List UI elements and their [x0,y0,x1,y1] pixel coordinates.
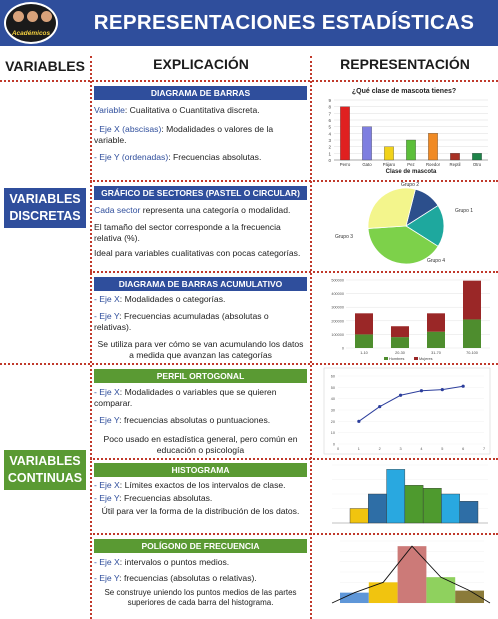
section-text-diagrama-barras [94,105,307,167]
stacked-bar-segment [391,326,409,337]
category-variables-continuas [4,450,86,490]
legend-swatch [384,357,388,360]
text-label: - Eje Y [94,415,120,425]
slice-label: Grupo 4 [426,258,446,264]
text-line [94,480,307,491]
x-tick-label: Reptil [449,162,461,167]
section-title-poligono-frecuencia: POLÍGONO DE FRECUENCIA [94,539,307,553]
histogram-bar [441,494,459,523]
histogram-bar [368,494,386,523]
bar [362,127,371,160]
y-tick-label: 4 [328,131,331,137]
x-tick-label: 5 [441,447,444,451]
x-tick-label: 1-10 [360,351,368,355]
text-line [94,557,307,568]
text-body: : Frecuencias acumuladas (absolutas o relativas). [94,311,269,332]
text-body: : intervalos o puntos medios. [119,557,230,567]
y-tick-label: 9 [328,98,331,103]
histogram-bar [460,501,478,523]
chart-pie-grupos [314,182,494,270]
text-line [94,222,307,244]
y-tick-label: 500000 [331,278,344,283]
text-body: : frecuencias (absolutas o relativas). [119,573,257,583]
section-text-perfil-ortogonal [94,387,307,460]
y-tick-label: 0 [328,158,331,163]
x-tick-label: 20-30 [395,351,405,355]
text-line [94,152,307,163]
bar [450,153,459,160]
y-tick-label: 20 [330,419,335,424]
text-body: representa una categoría o modalidad. [140,205,291,215]
text-body: : Límites exactos de los intervalos de clase. [119,480,286,490]
stacked-bar-segment [463,281,481,320]
text-body: : Modalidades o categorías. [119,294,226,304]
y-tick-label: 8 [328,104,331,110]
y-tick-label: 0 [332,442,335,447]
section-title-perfil-ortogonal: PERFIL ORTOGONAL [94,369,307,383]
x-tick-label: 2 [378,447,381,451]
logo-face-icon [41,11,52,22]
logo-face-icon [27,11,38,22]
slice-label: Grupo 1 [454,208,474,214]
stacked-bar-segment [355,334,373,348]
data-point [399,394,402,397]
text-body: Ideal para variables cualitativas con pocas categorías. [94,248,301,258]
chart-line-perfil [314,366,494,456]
text-body: : frecuencias absolutas o puntuaciones. [119,415,271,425]
text-label: Variable [94,105,125,115]
text-label: - Eje X [94,294,120,304]
text-body: : Cualitativa o Cuantitativa discreta. [124,105,260,115]
stacked-bar-segment [391,337,409,348]
chart-frequency-polygon [314,537,494,617]
y-tick-label: 7 [328,111,331,117]
y-tick-label: 2 [328,144,331,150]
histogram-bar [350,509,368,524]
text-label: - Eje X [94,387,120,397]
section-title-diagrama-barras: DIAGRAMA DE BARRAS [94,86,307,100]
histogram-bar [405,485,423,523]
y-tick-label: 400000 [331,292,344,297]
bar [428,133,437,160]
x-tick-label: Roedor [425,162,441,167]
section-title-barras-acumulativo: DIAGRAMA DE BARRAS ACUMULATIVO [94,277,307,291]
y-tick-label: 1 [328,151,331,157]
y-tick-label: 300000 [331,305,344,310]
category-line: VARIABLES [9,192,81,206]
logo-text: Académicos [11,30,51,37]
x-tick-label: 70-100 [466,351,478,355]
text-label: - Eje Y [94,311,120,321]
stacked-bar-segment [427,313,445,331]
text-label: - Eje Y [94,573,120,583]
text-label: - Eje Y (ordenadas) [94,152,169,162]
column-header-representacion: REPRESENTACIÓN [340,56,470,72]
histogram-bar [426,577,455,603]
section-note: Útil para ver la forma de la distribución de los datos. [101,506,300,516]
text-label: Cada sector [94,205,141,215]
y-tick-label: 40 [330,397,335,402]
section-text-poligono-frecuencia [94,557,307,612]
text-label: - Eje X [94,557,120,567]
text-line [94,387,307,409]
chart-frame [324,368,490,454]
data-point [420,389,423,392]
text-line [94,205,307,216]
chart-stacked-bar [314,274,494,362]
x-tick-label: Gato [362,162,372,167]
y-tick-label: 6 [328,118,331,123]
data-point [441,388,444,391]
x-tick-label: 31-70 [431,351,441,355]
text-line [94,415,307,426]
chart-title: ¿Qué clase de mascota tienes? [351,88,457,95]
text-label: - Eje X (abscisas) [94,124,162,134]
bar [406,140,415,160]
histogram-bar [369,582,398,603]
text-line [94,248,307,259]
section-title-grafico-sectores: GRÁFICO DE SECTORES (PASTEL O CIRCULAR) [94,186,307,200]
section-note: Se construye uniendo los puntos medios de las partes superiores de cada barra del histograma. [104,588,297,607]
data-point [378,405,381,408]
legend-label: Hombres [389,357,405,361]
x-tick-label: 3 [399,447,402,451]
section-text-grafico-sectores [94,205,307,263]
logo-face-icon [13,11,24,22]
text-body: : Modalidades o variables que se quieren comparar. [94,387,277,408]
histogram-bar [423,488,441,523]
y-tick-label: 5 [328,124,331,130]
stacked-bar-segment [463,319,481,348]
y-tick-label: 50 [330,385,335,390]
column-header-variables: VARIABLES [5,58,85,74]
section-note: Poco usado en estadística general, pero común en educación o psicología [103,434,298,455]
chart-histogram [314,461,494,531]
y-tick-label: 30 [330,408,335,413]
text-body: : Modalidades o valores de la variable. [94,124,274,145]
text-line [94,294,307,305]
chart-bar-mascotas [314,84,494,178]
x-tick-label: 7 [482,447,486,451]
section-note: Se utiliza para ver cómo se van acumulando los datos a medida que avanzan las categorías [97,339,304,360]
page-title: REPRESENTACIONES ESTADÍSTICAS [93,11,475,34]
bar [472,153,481,160]
text-line [94,311,307,333]
histogram-bar [340,593,369,603]
x-axis-label: Clase de mascota [385,169,437,175]
bar [340,107,349,160]
histogram-bar [398,546,427,603]
text-body: El tamaño del sector corresponde a la frecuencia relativa (%). [94,222,281,243]
category-line: CONTINUAS [7,471,83,485]
slice-label: Grupo 3 [334,234,354,240]
text-label: - Eje X [94,480,120,490]
logo [4,2,58,44]
x-tick-label: 0 [336,447,340,451]
category-variables-discretas [4,188,86,228]
section-text-histograma [94,480,307,521]
text-line [94,493,307,504]
stacked-bar-segment [355,313,373,334]
y-tick-label: 10 [330,431,335,436]
y-tick-label: 3 [328,138,331,143]
x-tick-label: Perro [339,162,351,167]
slice-label: Grupo 2 [400,182,420,188]
category-line: VARIABLES [9,454,81,468]
text-line [94,124,307,146]
row-divider [0,80,498,82]
x-tick-label: Otro [472,162,482,167]
text-label: - Eje Y [94,493,120,503]
y-tick-label: 100000 [331,332,344,337]
histogram-bar [387,469,405,523]
legend-swatch [414,357,418,360]
stacked-bar-segment [427,332,445,348]
column-header-explicacion: EXPLICACIÓN [153,56,249,72]
section-text-barras-acumulativo [94,294,307,365]
x-tick-label: 1 [357,447,360,451]
legend-label: Mujeres [419,357,433,361]
bar [384,147,393,160]
y-tick-label: 60 [330,374,335,379]
y-tick-label: 0 [341,346,344,351]
x-tick-label: 4 [420,447,423,451]
text-line [94,105,307,116]
section-title-histograma: HISTOGRAMA [94,463,307,477]
row-divider [90,533,498,535]
text-body: : Frecuencias absolutas. [119,493,213,503]
text-body: : Frecuencias absolutas. [168,152,262,162]
category-line: DISCRETAS [9,209,81,223]
data-point [462,385,465,388]
x-tick-label: Pez [407,162,415,167]
x-tick-label: Pájaro [382,162,396,167]
text-line [94,573,307,584]
x-tick-label: 6 [462,447,465,451]
data-point [357,420,360,423]
y-tick-label: 200000 [331,319,344,324]
row-divider [90,271,498,273]
